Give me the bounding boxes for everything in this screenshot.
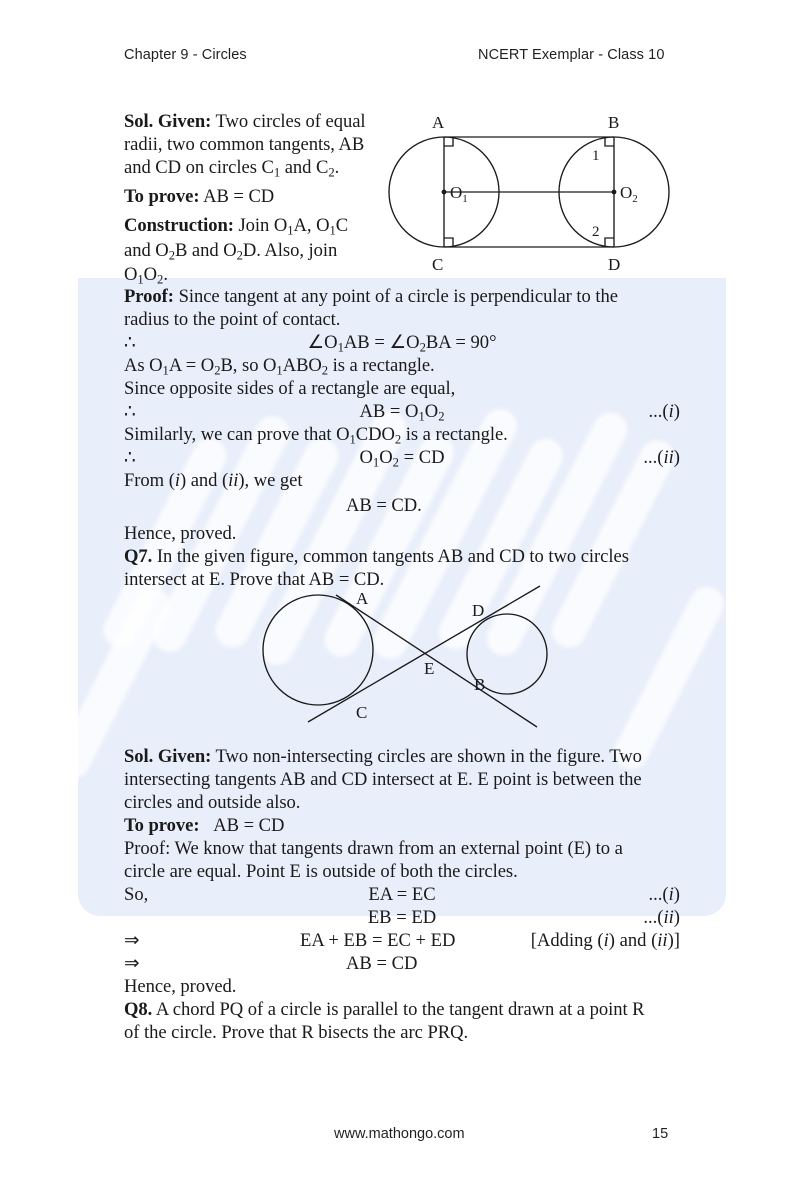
proof-q6-label: Proof: [124, 286, 174, 307]
sol-q7-given-line2: intersecting tangents AB and CD intersect at E. E point is between the [124, 769, 642, 790]
equation-row-ea-ec [124, 883, 680, 906]
question-q7-line2: intersect at E. Prove that AB = CD. [124, 569, 385, 590]
equation-row-o1o2-cd [124, 446, 680, 469]
figure1-label-o1: $O_1$ [450, 183, 468, 205]
figure1-label-angle2: 2 [592, 224, 600, 240]
sol-q7-given-text1: Two non-intersecting circles are shown in the figure. Two [211, 746, 642, 767]
figure-two-equal-circles [380, 105, 690, 280]
proof-q6-line2: radius to the point of contact. [124, 309, 341, 330]
equation-ab-o1o2: AB = $O_1O_2$ [359, 401, 445, 424]
implies-symbol: ⇒ [124, 953, 140, 974]
equation-ref-adding: [Adding (i) and (ii)] [530, 930, 680, 951]
question-q8-text1: A chord PQ of a circle is parallel to the tangent drawn at a point R [152, 999, 645, 1020]
sol-q6-to-prove-label: To prove: [124, 186, 200, 207]
proof-q6-final-equation: AB = CD. [346, 495, 422, 516]
figure1-label-angle1: 1 [592, 148, 600, 164]
equation-row-angles [124, 331, 680, 354]
figure1-label-a: A [432, 113, 445, 132]
therefore-symbol: ∴ [124, 447, 136, 468]
so-label: So, [124, 884, 149, 905]
sol-q6-constr-sub5: 1 [137, 272, 144, 287]
equation-row-sum [124, 929, 680, 952]
header-book-title: NCERT Exemplar - Class 10 [478, 47, 665, 63]
proof-q6-from-line: From (i) and (ii), we get [124, 470, 303, 491]
sol-q7-to-prove-value: AB = CD [213, 815, 285, 836]
question-q8-line1 [124, 998, 645, 1021]
figure2-label-c: C [356, 703, 368, 722]
figure1-label-c: C [432, 255, 444, 274]
equation-angles: $\angle O_1AB$ = $\angle O_2BA = 90^\circ$ [307, 332, 497, 355]
tangent-line-cd [308, 586, 540, 722]
sol-q6-given-label: Sol. Given: [124, 111, 212, 132]
sol-q7-proof-line2: circle are equal. Point E is outside of both the circles. [124, 861, 518, 882]
proof-q6-intro [124, 285, 680, 308]
figure2-label-e: E [424, 659, 435, 678]
right-angle-mark-a [444, 137, 453, 146]
figure2-label-b: B [474, 675, 486, 694]
question-q8-number: Q8. [124, 999, 153, 1020]
sol-q7-given-line1 [124, 745, 680, 768]
proof-q6-hence: Hence, proved. [124, 523, 237, 544]
circle-large [263, 595, 373, 705]
question-q8-line2: of the circle. Prove that R bisects the arc PRQ. [124, 1022, 469, 1043]
sol-q6-given-text3b: and C [280, 157, 329, 178]
sol-q6-given-line2: radii, two common tangents, AB [124, 134, 365, 155]
proof-q6-opposite-sides: Since opposite sides of a rectangle are equal, [124, 378, 456, 399]
sol-q7-proof-line1: Proof: We know that tangents drawn from an external point (E) to a [124, 838, 623, 859]
sol-q6-to-prove [124, 185, 274, 208]
sol-q6-constr-sub2: 1 [329, 223, 336, 238]
therefore-symbol: ∴ [124, 401, 136, 422]
equation-ref-ii: ...(ii) [643, 447, 680, 468]
implies-symbol: ⇒ [124, 930, 140, 951]
equation-row-eb-ed [124, 906, 680, 929]
sol-q6-given-text3c: . [334, 157, 340, 178]
question-q7-text1: In the given figure, common tangents AB and CD to two circles [152, 546, 629, 567]
header-chapter-title: Chapter 9 - Circles [124, 47, 247, 63]
sol-q6-construction-label: Construction: [124, 215, 234, 236]
sol-q7-hence: Hence, proved. [124, 976, 237, 997]
sol-q6-given-line3 [124, 156, 339, 185]
sol-q6-given-line1 [124, 110, 366, 133]
sol-q6-constr-sub6: 2 [157, 272, 164, 287]
sol-q6-sub-1: 1 [273, 165, 281, 180]
therefore-symbol: ∴ [124, 332, 136, 353]
center-dot-o1 [442, 190, 447, 195]
footer-page-number: 15 [652, 1126, 669, 1142]
sol-q6-constr-2c: D. Also, join [242, 240, 338, 261]
equation-row-ab-o1o2 [124, 400, 680, 423]
sol-q6-constr-1a: Join O [238, 215, 288, 236]
sol-q6-constr-sub1: 1 [287, 223, 294, 238]
equation-ea-ec: EA = EC [368, 884, 436, 905]
equation-o1o2-cd: $O_1O_2$ = CD [359, 447, 445, 470]
equation-eb-ed: EB = ED [367, 907, 437, 928]
sol-q6-constr-3c: . [163, 264, 168, 285]
sol-q6-constr-2b: B and O [174, 240, 237, 261]
equation-row-ab-cd [124, 952, 680, 975]
equation-ref-i: ...(i) [648, 401, 680, 422]
sol-q6-constr-1b: A, O [293, 215, 330, 236]
equation-ref-i: ...(i) [648, 884, 680, 905]
sol-q6-constr-sub3: 2 [168, 248, 175, 263]
equation-ref-ii: ...(ii) [643, 907, 680, 928]
sol-q7-to-prove [124, 814, 284, 837]
center-dot-o2 [612, 190, 617, 195]
right-angle-mark-b [605, 137, 614, 146]
figure1-label-d: D [608, 255, 621, 274]
proof-q6-line1: Since tangent at any point of a circle is perpendicular to the [178, 286, 618, 307]
sol-q7-to-prove-label: To prove: [124, 815, 200, 836]
right-angle-mark-c [444, 238, 453, 247]
figure-intersecting-tangents [240, 562, 560, 730]
sol-q7-given-label: Sol. Given: [124, 746, 212, 767]
sol-q6-constr-sub4: 2 [236, 248, 243, 263]
sol-q6-constr-3a: O [124, 264, 138, 285]
equation-ab-cd: AB = CD [346, 953, 418, 974]
sol-q6-to-prove-value: AB = CD [203, 186, 275, 207]
proof-q6-rectangle-line: As $O_1A = O_2B$, so $O_1ABO_2$ is a rectangle. [124, 355, 435, 378]
sol-q7-given-line3: circles and outside also. [124, 792, 301, 813]
sol-q6-given-text1: Two circles of equal [215, 111, 366, 132]
sol-q6-given-text3a: and CD on circles C [124, 157, 274, 178]
sol-q6-constr-2a: and O [124, 240, 169, 261]
footer-website[interactable]: www.mathongo.com [334, 1126, 465, 1142]
equation-sum: EA + EB = EC + ED [300, 930, 456, 951]
figure2-label-a: A [356, 589, 369, 608]
right-angle-mark-d [605, 238, 614, 247]
figure2-label-d: D [472, 601, 485, 620]
question-q7-number: Q7. [124, 546, 153, 567]
sol-q6-constr-3b: O [143, 264, 158, 285]
sol-q6-constr-1c: C [335, 215, 349, 236]
proof-q6-similarly: Similarly, we can prove that $O_1CDO_2$ is a rectangle. [124, 424, 508, 447]
figure1-label-b: B [608, 113, 620, 132]
sol-q6-sub-2: 2 [328, 165, 335, 180]
figure1-label-o2: $O_2$ [620, 183, 638, 205]
